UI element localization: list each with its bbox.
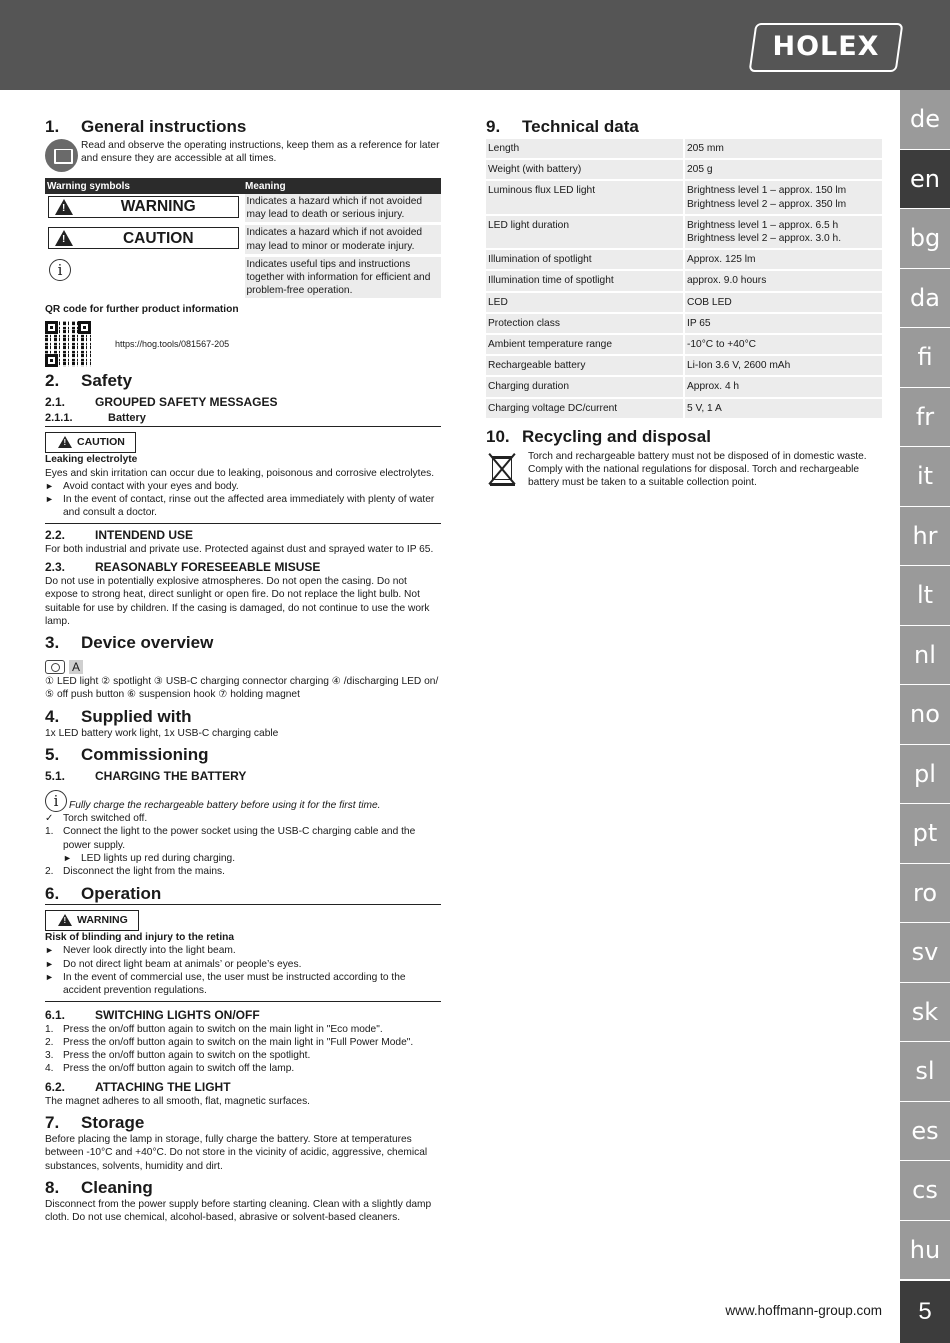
list-item: 1. Press the on/off button again to switch on the main light in "Eco mode".: [45, 1023, 383, 1035]
table-row: [45, 255, 441, 300]
spec-label: Illumination time of spotlight: [486, 270, 684, 291]
language-tab-hr[interactable]: hr: [900, 507, 950, 567]
section-3-heading: 3. Device overview: [45, 633, 214, 653]
section-6-2-heading: 6.2. ATTACHING THE LIGHT: [45, 1079, 231, 1094]
section-9-heading: 9. Technical data: [486, 117, 639, 136]
caution-sign: ! CAUTION: [45, 432, 136, 453]
caution-meaning: Indicates a hazard which if not avoided may lead to minor or moderate injury.: [243, 224, 441, 255]
list-item: 4. Press the on/off button again to switch off the lamp.: [45, 1063, 295, 1075]
recycling-block: [486, 450, 882, 490]
spec-value: Brightness level 1 – approx. 6.5 h Brightness level 2 – approx. 3.0 h.: [684, 215, 882, 249]
spec-value: Li-Ion 3.6 V, 2600 mAh: [684, 355, 882, 376]
language-tab-hu[interactable]: hu: [900, 1221, 950, 1281]
table-row: [486, 334, 882, 355]
intended-use-text: For both industrial and private use. Protected against dust and sprayed water to IP 65.: [45, 543, 434, 555]
warning-triangle-icon: [55, 230, 73, 246]
divider: [45, 1001, 441, 1002]
spec-value: IP 65: [684, 313, 882, 334]
spec-label: LED light duration: [486, 215, 684, 249]
footer-url[interactable]: www.hoffmann-group.com: [725, 1303, 882, 1318]
charging-result: [45, 852, 441, 865]
language-tab-sv[interactable]: sv: [900, 923, 950, 983]
qr-code-icon: [45, 321, 91, 367]
table-row: [486, 313, 882, 334]
misuse-text: Do not use in potentially explosive atmospheres. Do not open the casing. Do not expose to strong heat, direct sunlight or open fire. Do not replace the light bulb. Not suitable for use by children. If the casing is damaged, do not continue to use the work lamp.: [45, 576, 430, 627]
warning-triangle-icon: [55, 199, 73, 215]
hazard-text: Eyes and skin irritation can occur due to leaking, poisonous and corrosive electrolytes.: [45, 467, 435, 479]
spec-label: LED: [486, 292, 684, 313]
section-1-heading: 1. General instructions: [45, 117, 247, 136]
holex-logo: [749, 23, 904, 72]
list-item: 2. Press the on/off button again to switch on the main light in "Full Power Mode".: [45, 1036, 414, 1048]
warning-sign: ! WARNING: [45, 910, 139, 931]
device-overview-text: ① LED light ② spotlight ③ USB-C charging connector charging ④ /discharging LED on/ ⑤ off push button ⑥ suspension hook ⑦ holding magnet: [45, 676, 439, 701]
spec-value: Approx. 4 h: [684, 376, 882, 397]
charging-steps-2: [45, 865, 441, 878]
spec-value: Approx. 125 lm: [684, 249, 882, 270]
language-tab-bg[interactable]: bg: [900, 209, 950, 269]
section-2-3-heading: 2.3. REASONABLY FORESEEABLE MISUSE: [45, 560, 321, 574]
section-10-heading: 10. Recycling and disposal: [486, 426, 711, 446]
language-tab-fi[interactable]: fi: [900, 328, 950, 388]
spec-value: 5 V, 1 A: [684, 398, 882, 419]
charging-steps: [45, 812, 441, 852]
spec-label: Charging voltage DC/current: [486, 398, 684, 419]
info-icon: i: [45, 790, 67, 812]
recycling-text: Torch and rechargeable battery must not be disposed of in domestic waste. Comply with the national regulations for disposal. Torch and rechargeable battery must be taken to a suitable collection point.: [528, 450, 867, 489]
section-5-1-heading: 5.1. CHARGING THE BATTERY: [45, 769, 247, 784]
divider: [45, 523, 441, 524]
language-tab-nl[interactable]: nl: [900, 626, 950, 686]
language-tab-it[interactable]: it: [900, 447, 950, 507]
spec-value: 205 mm: [684, 139, 882, 159]
attaching-text: The magnet adheres to all smooth, flat, magnetic surfaces.: [45, 1095, 311, 1107]
list-item: ► Never look directly into the light beam.: [45, 944, 441, 957]
right-column: [486, 112, 882, 490]
warning-sign: ! WARNING: [48, 196, 239, 218]
section-4-heading: 4. Supplied with: [45, 706, 192, 726]
header-bar: [0, 0, 950, 90]
safety-measures-list: [45, 480, 441, 520]
spec-label: Weight (with battery): [486, 159, 684, 180]
qr-url[interactable]: https://hog.tools/081567-205: [115, 338, 230, 349]
list-item: 3. Press the on/off button again to switch on the spotlight.: [45, 1050, 311, 1062]
list-item: 2. Disconnect the light from the mains.: [45, 866, 225, 878]
spec-value: COB LED: [684, 292, 882, 313]
cleaning-text: Disconnect from the power supply before starting cleaning. Clean with a slightly damp cloth. Do not use chemical, alcohol-based, abrasive or solvent-based cleaners.: [45, 1198, 432, 1224]
table-row: [45, 224, 441, 255]
spec-label: Ambient temperature range: [486, 334, 684, 355]
language-tab-da[interactable]: da: [900, 269, 950, 329]
language-tab-ro[interactable]: ro: [900, 864, 950, 924]
spec-value: 205 g: [684, 159, 882, 180]
language-tab-pl[interactable]: pl: [900, 745, 950, 805]
section-7-heading: 7. Storage: [45, 1113, 145, 1133]
language-tab-pt[interactable]: pt: [900, 804, 950, 864]
technical-data-table: [486, 139, 882, 420]
list-item: ✓ Torch switched off.: [45, 813, 148, 825]
language-tab-lt[interactable]: lt: [900, 566, 950, 626]
tip-text: Fully charge the rechargeable battery before using it for the first time.: [69, 799, 381, 811]
supplied-with-text: 1x LED battery work light, 1x USB-C charging cable: [45, 727, 279, 739]
table-row: [486, 139, 882, 159]
language-tab-fr[interactable]: fr: [900, 388, 950, 448]
spec-label: Charging duration: [486, 376, 684, 397]
hazard-title: Leaking electrolyte: [45, 454, 138, 466]
storage-text: Before placing the lamp in storage, fully charge the battery. Store at temperatures between -10°C and +40°C. Do not store in the vicinity of acidic, aggressive, chemical substances, solvents, humidity and dirt.: [45, 1134, 428, 1172]
table-row: [486, 398, 882, 419]
info-icon: i: [49, 259, 71, 281]
section-2-1-1-heading: 2.1.1. Battery: [45, 411, 441, 427]
spec-label: Rechargeable battery: [486, 355, 684, 376]
intro-text: Read and observe the operating instructions, keep them as a reference for later and ensure they are accessible at all times.: [81, 140, 440, 165]
table-row: [486, 215, 882, 249]
spec-value: Brightness level 1 – approx. 150 lm Brightness level 2 – approx. 350 lm: [684, 180, 882, 214]
table-row: [486, 249, 882, 270]
caution-sign: ! CAUTION: [48, 227, 239, 249]
list-item: ► Avoid contact with your eyes and body.: [45, 480, 441, 493]
language-tab-de[interactable]: de: [900, 90, 950, 150]
crossed-bin-icon: [486, 450, 519, 486]
table-row: [45, 194, 441, 224]
section-2-1-heading: 2.1. GROUPED SAFETY MESSAGES: [45, 394, 278, 409]
list-item: 1. Connect the light to the power socket using the USB-C charging cable and the power supply.: [45, 826, 416, 851]
warning-triangle-icon: [58, 436, 72, 448]
list-item: ► LED lights up red during charging.: [45, 852, 441, 865]
language-tab-no[interactable]: no: [900, 685, 950, 745]
language-tab-en[interactable]: en: [900, 150, 950, 210]
language-tab-sl[interactable]: sl: [900, 1042, 950, 1102]
section-2-2-heading: 2.2. INTENDEND USE: [45, 527, 194, 542]
warning-symbols-table: [45, 178, 441, 301]
section-6-heading: 6. Operation: [45, 883, 441, 905]
warning-meaning: Indicates a hazard which if not avoided may lead to death or serious injury.: [243, 194, 441, 224]
figure-reference: [45, 659, 441, 675]
spec-value: -10°C to +40°C: [684, 334, 882, 355]
camera-icon: [45, 660, 65, 674]
brand-name: HOLEX: [772, 31, 880, 62]
table-row: [486, 270, 882, 291]
read-manual-icon: [45, 139, 78, 172]
spec-label: Luminous flux LED light: [486, 180, 684, 214]
section-6-1-heading: 6.1. SWITCHING LIGHTS ON/OFF: [45, 1007, 260, 1022]
info-meaning: Indicates useful tips and instructions together with information for efficient and problem-free operation.: [243, 255, 441, 300]
language-tab-es[interactable]: es: [900, 1102, 950, 1162]
table-row: [486, 180, 882, 214]
table-row: [486, 292, 882, 313]
check-icon: ✓: [45, 813, 54, 825]
table-row: [486, 159, 882, 180]
section-8-heading: 8. Cleaning: [45, 1177, 153, 1197]
list-item: ► In the event of contact, rinse out the affected area immediately with plenty of water and consult a doctor.: [45, 493, 441, 520]
spec-value: approx. 9.0 hours: [684, 270, 882, 291]
general-intro: [45, 139, 441, 172]
figure-label: A: [69, 660, 83, 674]
qr-block: [45, 321, 441, 367]
language-tab-cs[interactable]: cs: [900, 1161, 950, 1221]
language-sidebar: [900, 90, 950, 1343]
qr-title: QR code for further product information: [45, 304, 239, 316]
page-number: 5: [900, 1281, 950, 1343]
spec-label: Illumination of spotlight: [486, 249, 684, 270]
table-header-meaning: Meaning: [243, 178, 441, 194]
list-item: ► Do not direct light beam at animals’ or people’s eyes.: [45, 958, 441, 971]
table-row: [486, 355, 882, 376]
section-5-heading: 5. Commissioning: [45, 745, 209, 765]
section-2-heading: 2. Safety: [45, 370, 133, 390]
operation-warnings: [45, 944, 441, 997]
table-row: [486, 376, 882, 397]
left-column: [45, 112, 441, 1225]
list-item: ► In the event of commercial use, the user must be instructed according to the accident prevention regulations.: [45, 971, 441, 998]
spec-label: Protection class: [486, 313, 684, 334]
spec-label: Length: [486, 139, 684, 159]
switching-steps: [45, 1023, 441, 1076]
table-header-symbols: Warning symbols: [45, 178, 243, 194]
hazard-title: Risk of blinding and injury to the retina: [45, 932, 235, 944]
language-tab-sk[interactable]: sk: [900, 983, 950, 1043]
charging-tip: [45, 790, 441, 812]
warning-triangle-icon: [58, 914, 72, 926]
